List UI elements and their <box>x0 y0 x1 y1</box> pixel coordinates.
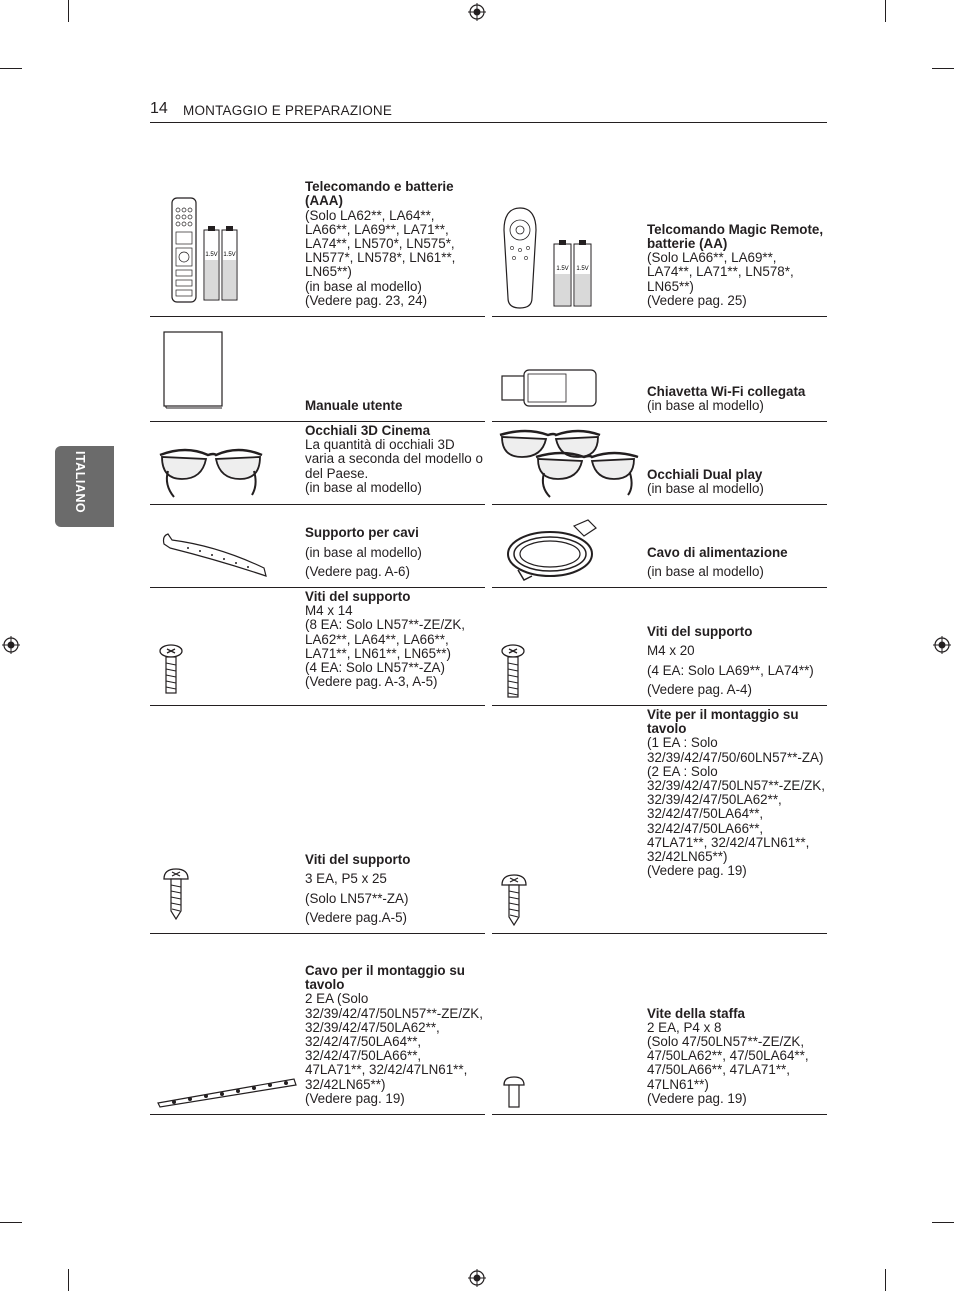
dual-glasses-icon <box>496 425 642 501</box>
item-text: Telecomando e batterie (AAA) (Solo LA62**, LA64**, LA66**, LA69**, LA71**, LA74**, LN570*, LN575*, LN577*, LN578*, LN61**, LN65**) (in base al modello) (Vedere pag. 23, 24) <box>305 179 456 308</box>
item-text: Cavo per il montaggio su tavolo 2 EA (Solo 32/39/42/47/50LN57**-ZE/ZK, 32/39/42/47/50LA62**, 32/42/47/50LA64**, 32/42/47/50LA66**, 47LA71**, 32/42/47LN61**, 32/42LN65**) (Vedere pag. 19) <box>305 962 483 1106</box>
item-text: Viti del supporto M4 x 14 (8 EA: Solo LN57**-ZE/ZK, LA62**, LA64**, LA66**, LA71**, LN61**, LN65**) (4 EA: Solo LN57**-ZA) (Vedere pag. A-3, A-5) <box>305 589 466 690</box>
item-bracket-screw <box>492 933 827 1115</box>
item-text: Occhiali Dual play (in base al modello) <box>647 466 764 496</box>
item-text: Supporto per cavi (in base al modello) (Vedere pag. A-6) <box>305 525 422 579</box>
page-header <box>150 100 827 123</box>
section-title: MONTAGGIO E PREPARAZIONE <box>183 103 393 118</box>
item-text: Viti del supporto 3 EA, P5 x 25 (Solo LN57**-ZA) (Vedere pag.A-5) <box>305 852 411 925</box>
item-title: Chiavetta Wi-Fi collegata <box>647 383 806 399</box>
registration-mark-icon <box>468 3 486 21</box>
item-stand-screws-m4x14 <box>150 587 485 706</box>
item-title: Viti del supporto <box>305 589 411 604</box>
registration-mark-icon <box>2 636 20 654</box>
cable-holder-icon <box>158 530 270 582</box>
battery-label: 1.5V <box>223 252 236 258</box>
item-title: Viti del supporto <box>305 852 411 868</box>
remote-batteries-icon <box>170 196 260 304</box>
table-mount-cable-icon <box>154 1073 300 1109</box>
item-stand-screws-p5x25 <box>150 705 485 934</box>
item-text: Chiavetta Wi-Fi collegata (in base al modello) <box>647 383 806 413</box>
screw-icon <box>162 867 190 921</box>
battery-label: 1.5V <box>576 266 589 272</box>
wifi-dongle-icon <box>500 366 600 410</box>
magic-remote-batteries-icon <box>502 206 602 310</box>
item-3d-glasses <box>150 421 485 505</box>
item-cable-holder <box>150 504 485 588</box>
screw-icon <box>500 873 528 927</box>
item-title: Occhiali Dual play <box>647 466 763 482</box>
power-cord-icon <box>504 514 602 582</box>
battery-label: 1.5V <box>205 252 218 258</box>
item-title: Telcomando Magic Remote, batterie (AA) <box>647 221 824 251</box>
item-table-mount-cable <box>150 933 485 1115</box>
item-title: Cavo per il montaggio su tavolo <box>305 962 465 993</box>
item-stand-screws-m4x20 <box>492 587 827 706</box>
item-power-cord <box>492 504 827 588</box>
item-title: Viti del supporto <box>647 624 753 640</box>
item-title: Manuale utente <box>305 397 403 413</box>
item-title: Vite per il montaggio su tavolo <box>647 707 799 737</box>
item-dual-play-glasses <box>492 421 827 505</box>
item-title: Supporto per cavi <box>305 525 419 541</box>
item-title: Cavo di alimentazione <box>647 544 788 560</box>
item-text: Telcomando Magic Remote, batterie (AA) (Solo LA66**, LA69**, LA74**, LA71**, LN578*, LN65**) (Vedere pag. 25) <box>647 221 824 308</box>
item-text: Viti del supporto M4 x 20 (4 EA: Solo LA69**, LA74**) (Vedere pag. A-4) <box>647 624 814 697</box>
item-text: Vite per il montaggio su tavolo (1 EA : Solo 32/39/42/47/50/60LN57**-ZA) (2 EA : Solo 32/39/42/47/50LN57**-ZE/ZK, 32/39/42/47/50LA62**, 32/42/47/50LA64**, 32/42/47/50LA66**, 47LA71**, 32/42/47LN61**, 32/42LN65**) (Vedere pag. 19) <box>647 707 825 879</box>
item-text <box>305 399 483 413</box>
item-text: Vite della staffa 2 EA, P4 x 8 (Solo 47/50LN57**-ZE/ZK, 47/50LA62**, 47/50LA64**, 47/50LA66**, 47LA71**, 47LN61**) (Vedere pag. 19) <box>647 1005 809 1106</box>
item-title: Occhiali 3D Cinema <box>305 423 431 438</box>
item-title: Vite della staffa <box>647 1005 745 1021</box>
battery-label: 1.5V <box>556 266 569 272</box>
item-text: Cavo di alimentazione (in base al modello) <box>647 544 788 579</box>
item-magic-remote <box>492 170 827 317</box>
item-title: Telecomando e batterie (AAA) <box>305 179 454 209</box>
glasses-icon <box>156 441 266 501</box>
language-tab <box>55 446 114 527</box>
page-number: 14 <box>150 100 168 117</box>
screw-icon <box>502 1075 526 1109</box>
item-text: Occhiali 3D Cinema La quantità di occhiali 3D varia a seconda del modello o del Paese. (in base al modello) <box>305 423 483 495</box>
registration-mark-icon <box>468 1269 486 1287</box>
registration-mark-icon <box>933 636 951 654</box>
manual-icon <box>160 330 226 410</box>
item-wifi-dongle <box>492 316 827 422</box>
screw-icon <box>500 643 526 699</box>
screw-icon <box>158 643 184 697</box>
language-tab-label: ITALIANO <box>73 451 87 514</box>
item-remote <box>150 170 485 317</box>
item-manual <box>150 316 485 422</box>
item-table-mount-screw <box>492 705 827 934</box>
